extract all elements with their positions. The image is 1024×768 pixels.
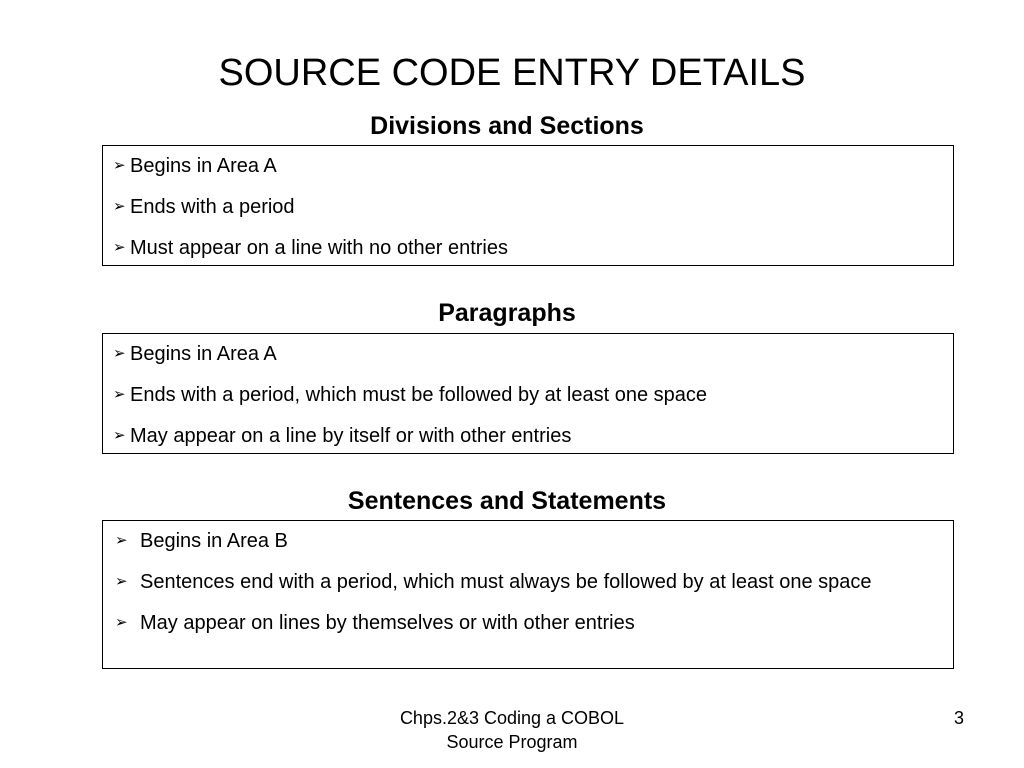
list-item-text: Begins in Area B [140,530,288,552]
section-heading-paragraphs: Paragraphs [438,299,576,327]
footer-line: Chps.2&3 Coding a COBOL [399,708,625,728]
bullet-list [103,521,953,635]
bullet-list [103,146,953,260]
arrow-bullet-icon: ➢ [115,532,128,549]
list-item-text: Ends with a period [130,196,295,218]
bullet-list [103,334,953,448]
arrow-bullet-icon: ➢ [115,614,128,631]
list-item-text: Sentences end with a period, which must always be followed by at least one space [140,571,872,593]
arrow-bullet-icon: ➢ [113,345,126,362]
list-item-text: Begins in Area A [130,155,277,177]
list-item-text: May appear on a line by itself or with other entries [130,425,572,447]
list-item [103,342,953,366]
list-item [103,383,953,407]
list-item-text: May appear on lines by themselves or with other entries [140,612,635,634]
slide-number: 3 [953,708,964,728]
list-item-text: Ends with a period, which must be followed by at least one space [130,384,707,406]
arrow-bullet-icon: ➢ [113,198,126,215]
list-item [103,236,953,260]
list-item [103,529,953,553]
slide-title: SOURCE CODE ENTRY DETAILS [218,52,806,94]
arrow-bullet-icon: ➢ [113,239,126,256]
section-box-divisions [102,145,954,266]
footer-line: Source Program [446,732,578,752]
arrow-bullet-icon: ➢ [113,157,126,174]
list-item [103,611,953,635]
list-item [103,195,953,219]
arrow-bullet-icon: ➢ [113,386,126,403]
list-item [103,570,953,594]
list-item [103,424,953,448]
section-heading-divisions: Divisions and Sections [370,112,644,140]
section-heading-sentences: Sentences and Statements [347,487,667,515]
list-item [103,154,953,178]
list-item-text: Begins in Area A [130,343,277,365]
arrow-bullet-icon: ➢ [113,427,126,444]
list-item-text: Must appear on a line with no other entries [130,237,508,259]
section-box-sentences [102,520,954,669]
section-box-paragraphs [102,333,954,454]
arrow-bullet-icon: ➢ [115,573,128,590]
slide-footer [362,706,662,754]
